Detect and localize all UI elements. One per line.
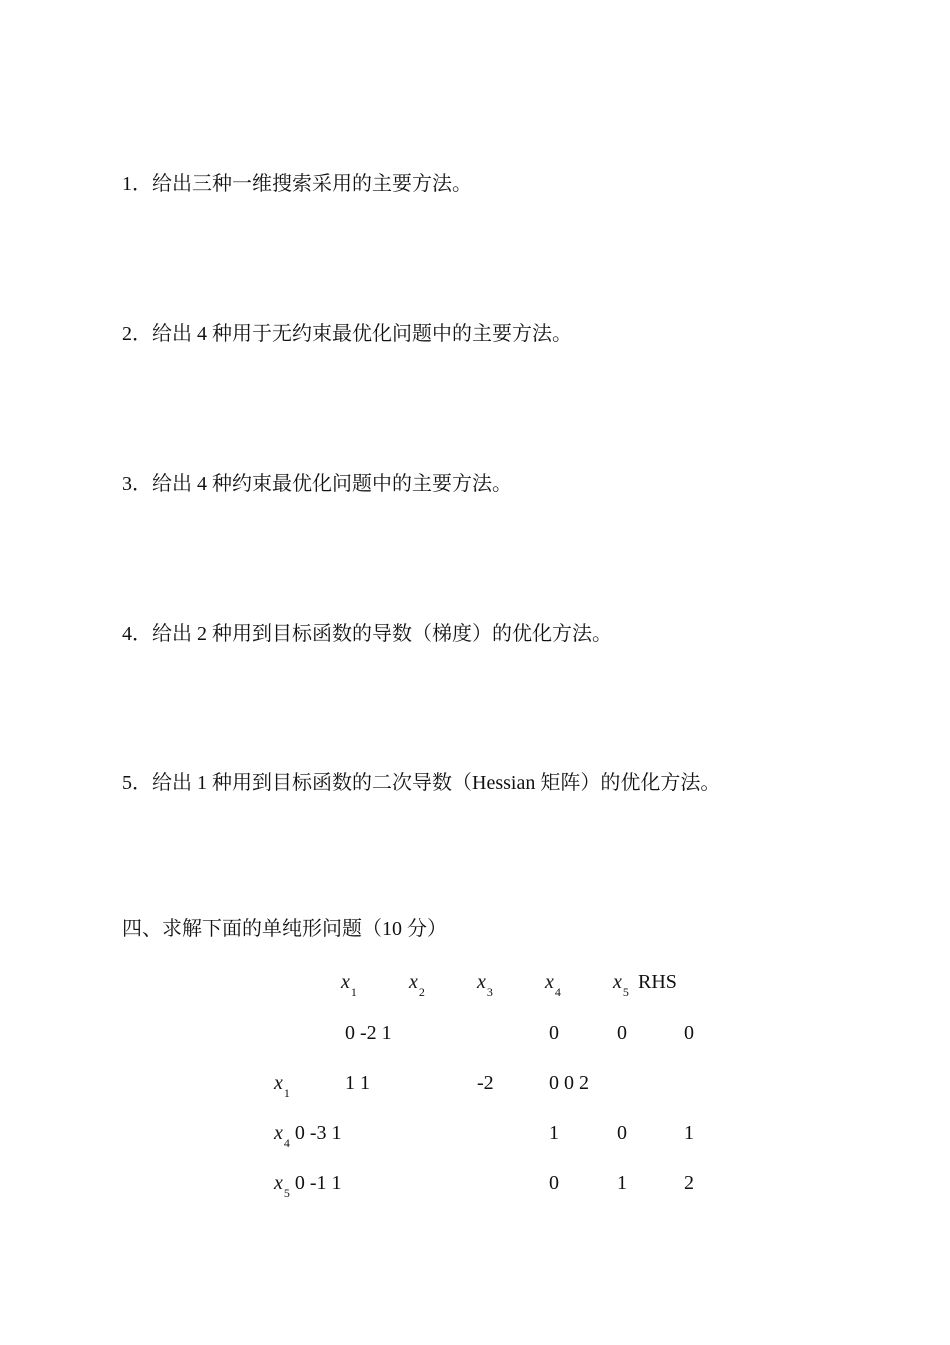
row2 <box>274 1121 342 1150</box>
header-x4-sub: 4 <box>554 985 561 999</box>
question-5: 5．给出 1 种用到目标函数的二次导数（Hessian 矩阵）的优化方法。 <box>122 772 721 794</box>
header-x3-var: x <box>477 971 486 993</box>
header-x1-sub: 1 <box>350 985 357 999</box>
row1-x3: -2 <box>477 1072 494 1094</box>
row3 <box>274 1171 342 1200</box>
header-x3-sub: 3 <box>486 985 493 999</box>
row2-rhs: 1 <box>684 1122 694 1144</box>
header-x1 <box>341 970 357 999</box>
header-rhs: RHS <box>638 971 677 993</box>
header-x5-sub: 5 <box>622 985 629 999</box>
row3-basis-var: x <box>274 1172 283 1194</box>
row3-basis-sub: 5 <box>283 1186 290 1200</box>
header-x4-var: x <box>545 971 554 993</box>
row0-x4: 0 <box>549 1022 559 1044</box>
question-4: 4．给出 2 种用到目标函数的导数（梯度）的优化方法。 <box>122 623 612 645</box>
header-x2 <box>409 970 425 999</box>
question-3: 3．给出 4 种约束最优化问题中的主要方法。 <box>122 473 512 495</box>
row3-coeffs: 0 -1 1 <box>294 1172 342 1194</box>
row1-rest: 0 0 2 <box>549 1072 589 1094</box>
row2-coeffs: 0 -3 1 <box>294 1122 342 1144</box>
row2-x5: 0 <box>617 1122 627 1144</box>
header-x2-sub: 2 <box>418 985 425 999</box>
row0-x5: 0 <box>617 1022 627 1044</box>
header-x1-var: x <box>341 971 350 993</box>
row3-x5: 1 <box>617 1172 627 1194</box>
row0-coeffs: 0 -2 1 <box>345 1022 392 1044</box>
question-1: 1．给出三种一维搜索采用的主要方法。 <box>122 173 472 195</box>
row1-coeffs: 1 1 <box>345 1072 370 1094</box>
header-x5 <box>613 970 629 999</box>
row2-basis-sub: 4 <box>283 1136 290 1150</box>
row0-rhs: 0 <box>684 1022 694 1044</box>
row3-rhs: 2 <box>684 1172 694 1194</box>
row2-basis-var: x <box>274 1122 283 1144</box>
row3-x4: 0 <box>549 1172 559 1194</box>
row2-x4: 1 <box>549 1122 559 1144</box>
header-x4 <box>545 970 561 999</box>
header-x3 <box>477 970 493 999</box>
header-x2-var: x <box>409 971 418 993</box>
row1-basis-sub: 1 <box>283 1086 290 1100</box>
row1-basis-var: x <box>274 1072 283 1094</box>
question-2: 2．给出 4 种用于无约束最优化问题中的主要方法。 <box>122 323 572 345</box>
row1-basis <box>274 1071 290 1100</box>
section-title: 四、求解下面的单纯形问题（10 分） <box>122 918 447 940</box>
header-x5-var: x <box>613 971 622 993</box>
